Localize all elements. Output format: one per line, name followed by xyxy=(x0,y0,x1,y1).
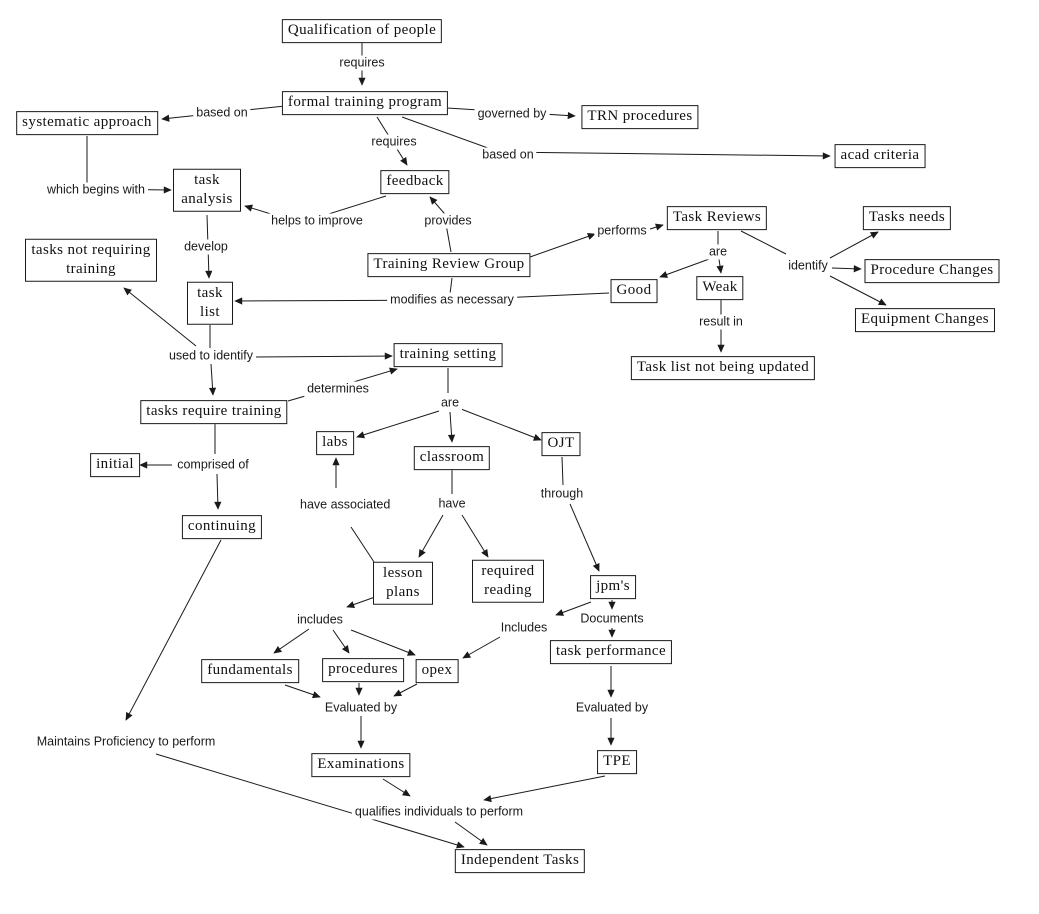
connector-line xyxy=(394,684,417,696)
node-classroom[interactable]: classroom xyxy=(414,446,490,470)
connector-line xyxy=(650,225,663,229)
node-task-list[interactable]: task list xyxy=(187,282,233,325)
edge-label-requires-2: requires xyxy=(368,135,419,150)
node-procedures[interactable]: procedures xyxy=(322,658,404,682)
connector-line xyxy=(126,540,221,720)
edge-label-comprised-of: comprised of xyxy=(174,458,252,473)
node-task-analysis[interactable]: task analysis xyxy=(173,169,241,212)
connector-line xyxy=(562,457,563,485)
node-opex[interactable]: opex xyxy=(416,659,459,683)
node-labs[interactable]: labs xyxy=(316,431,354,455)
edge-label-result-in: result in xyxy=(696,315,746,330)
edge-label-qualifies-individuals: qualifies individuals to perform xyxy=(352,805,526,820)
node-acad-criteria[interactable]: acad criteria xyxy=(835,144,926,168)
node-formal-training-program[interactable]: formal training program xyxy=(282,91,448,115)
node-ojt[interactable]: OJT xyxy=(541,432,580,456)
node-examinations[interactable]: Examinations xyxy=(311,753,410,777)
edge-label-performs: performs xyxy=(594,224,649,239)
node-good[interactable]: Good xyxy=(611,279,658,303)
node-training-setting[interactable]: training setting xyxy=(394,343,503,367)
connector-line xyxy=(211,364,213,395)
node-task-reviews[interactable]: Task Reviews xyxy=(667,206,767,230)
node-training-review-group[interactable]: Training Review Group xyxy=(367,253,530,277)
node-tpe[interactable]: TPE xyxy=(597,750,637,774)
connector-line xyxy=(832,268,861,269)
node-initial[interactable]: initial xyxy=(90,453,140,477)
connector-line xyxy=(719,259,721,273)
edge-label-develop: develop xyxy=(181,240,231,255)
edge-label-includes-1: includes xyxy=(294,613,346,628)
node-tasks-require-training[interactable]: tasks require training xyxy=(140,400,287,424)
edge-label-which-begins-with: which begins with xyxy=(44,183,148,198)
connector-line xyxy=(357,411,439,437)
edge-label-maintains-proficiency: Maintains Proficiency to perform xyxy=(34,735,219,750)
connector-line xyxy=(830,232,878,258)
connector-line xyxy=(254,356,392,357)
node-equipment-changes[interactable]: Equipment Changes xyxy=(855,308,995,332)
edge-label-includes-2: Includes xyxy=(498,621,551,636)
node-trn-procedures[interactable]: TRN procedures xyxy=(581,105,698,129)
edge-label-evaluated-by-2: Evaluated by xyxy=(573,701,651,716)
connector-line xyxy=(156,754,464,847)
node-feedback[interactable]: feedback xyxy=(380,170,449,194)
edge-label-are-2: are xyxy=(438,396,462,411)
edge-label-determines: determines xyxy=(304,382,372,397)
edge-label-have: have xyxy=(435,497,468,512)
edge-label-used-to-identify: used to identify xyxy=(166,349,256,364)
connector-line xyxy=(351,527,376,565)
node-lesson-plans[interactable]: lesson plans xyxy=(373,562,433,605)
node-independent-tasks[interactable]: Independent Tasks xyxy=(455,849,585,873)
edge-label-through: through xyxy=(538,487,586,502)
edge-label-evaluated-by-1: Evaluated by xyxy=(322,701,400,716)
connector-line xyxy=(570,504,599,571)
connector-line xyxy=(463,637,500,658)
edge-label-have-associated: have associated xyxy=(297,498,373,513)
connector-line xyxy=(351,630,415,655)
node-weak[interactable]: Weak xyxy=(696,276,743,300)
edge-label-modifies-as-necessary: modifies as necessary xyxy=(387,293,517,308)
node-jpms[interactable]: jpm's xyxy=(590,575,636,599)
edge-label-provides: provides xyxy=(421,214,474,229)
connector-line xyxy=(274,629,309,653)
connector-line xyxy=(383,779,410,796)
edge-label-requires-1: requires xyxy=(336,56,387,71)
node-fundamentals[interactable]: fundamentals xyxy=(201,659,299,683)
node-task-list-not-being-updated[interactable]: Task list not being updated xyxy=(631,356,815,380)
connector-line xyxy=(455,822,487,845)
connector-line xyxy=(450,412,452,442)
edge-label-helps-to-improve: helps to improve xyxy=(268,214,366,229)
node-task-performance[interactable]: task performance xyxy=(550,640,672,664)
connector-line xyxy=(461,409,541,440)
connector-line xyxy=(124,288,196,346)
node-procedure-changes[interactable]: Procedure Changes xyxy=(864,259,999,283)
connector-line xyxy=(347,597,375,607)
edge-label-governed-by: governed by xyxy=(475,107,550,122)
node-tasks-needs[interactable]: Tasks needs xyxy=(863,206,951,230)
connector-line xyxy=(530,234,595,257)
node-tasks-not-requiring-training[interactable]: tasks not requiring training xyxy=(25,239,157,282)
node-qualification-of-people[interactable]: Qualification of people xyxy=(282,19,442,43)
edge-label-based-on-2: based on xyxy=(479,148,536,163)
edge-label-identify: identify xyxy=(785,259,831,274)
edge-label-based-on-1: based on xyxy=(193,106,250,121)
connector-line xyxy=(660,258,712,277)
connector-line xyxy=(285,685,320,697)
connector-line xyxy=(419,515,443,557)
connector-line xyxy=(217,474,218,509)
connector-line xyxy=(462,515,488,557)
node-required-reading[interactable]: required reading xyxy=(472,560,544,603)
connector-line xyxy=(333,630,349,653)
node-continuing[interactable]: continuing xyxy=(182,515,262,539)
connector-line xyxy=(741,231,786,254)
connector-line xyxy=(484,776,605,800)
edge-label-are-1: are xyxy=(706,245,730,260)
node-systematic-approach[interactable]: systematic approach xyxy=(16,111,158,135)
edge-label-documents: Documents xyxy=(577,612,646,627)
